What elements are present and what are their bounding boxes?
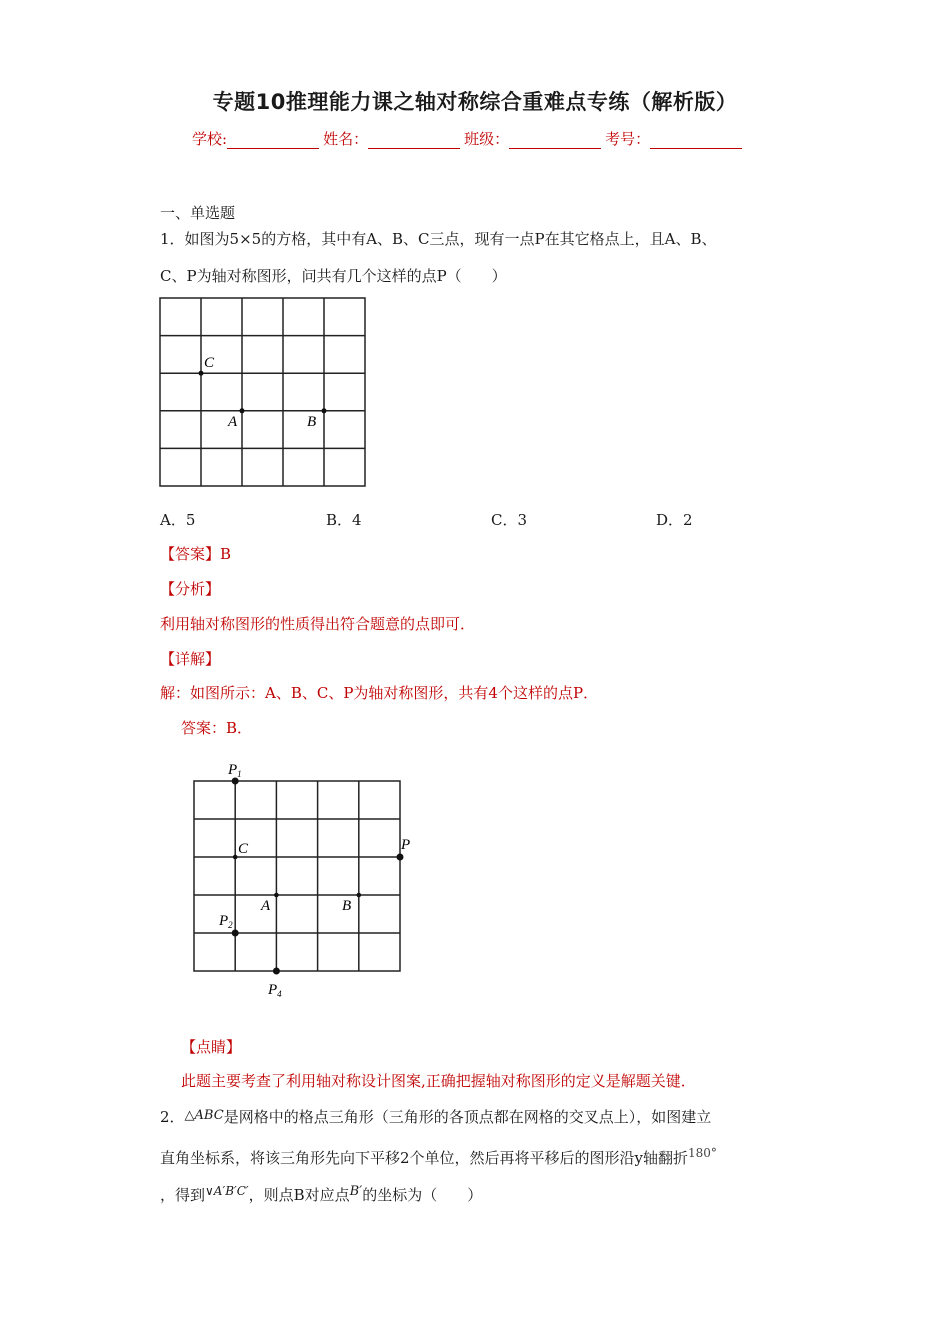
q1-solution-figure (185, 755, 425, 1005)
point-p (397, 854, 404, 861)
name-blank (368, 134, 460, 149)
option-d[interactable]: D．2 (656, 511, 693, 529)
page-title: 专题10推理能力课之轴对称综合重难点专练（解析版） (212, 90, 738, 114)
q2-line3-pre: ，得到 (160, 1186, 206, 1204)
detail-answer: 答案：B． (181, 719, 253, 737)
student-info-line (192, 128, 746, 149)
detail-heading: 【详解】 (160, 650, 221, 668)
q2-line3-post: 的坐标为（ ） (362, 1186, 483, 1204)
exam-no-blank (650, 134, 742, 149)
label-c: C (204, 355, 215, 371)
option-b[interactable]: B．4 (326, 511, 362, 529)
point-a2 (274, 893, 279, 898)
point-a (240, 408, 245, 413)
q2-triangle-abc: △ABC (184, 1108, 224, 1123)
comment-text: 此题主要考查了利用轴对称设计图案,正确把握轴对称图形的定义是解题关键． (181, 1072, 696, 1090)
name-label: 姓名： (323, 130, 369, 148)
option-c[interactable]: C．3 (491, 511, 528, 529)
analysis-text: 利用轴对称图形的性质得出符合题意的点即可． (160, 615, 476, 633)
q2-stem-line2 (160, 1143, 717, 1168)
label-b: B (307, 414, 317, 430)
q1-grid-figure (150, 290, 380, 500)
answer-line: 【答案】B (160, 545, 232, 563)
label-b2: B (342, 898, 352, 914)
school-label: 学校: (192, 130, 228, 148)
label-p2: $P_2$ (219, 913, 233, 930)
class-label: 班级： (464, 130, 510, 148)
grid2-border (194, 781, 400, 971)
analysis-heading: 【分析】 (160, 580, 221, 598)
label-p4: $P_4$ (268, 982, 282, 999)
q2-stem-line1 (160, 1106, 711, 1127)
point-c (199, 371, 204, 376)
q2-triangle-abc-prime: ∨A′B′C′ (205, 1184, 249, 1198)
q2-point-b-prime: B′ (349, 1184, 363, 1199)
label-a: A (228, 414, 238, 430)
option-a[interactable]: A．5 (160, 511, 196, 529)
label-a2: A (261, 898, 271, 914)
point-c2 (233, 855, 238, 860)
label-p: P (401, 837, 411, 853)
section-heading: 一、单选题 (160, 204, 236, 222)
q2-stem-line3 (160, 1181, 482, 1205)
point-p2 (232, 930, 239, 937)
q1-stem-line1: 1．如图为5×5的方格，其中有A、B、C三点，现有一点P在其它格点上，且A、B、 (160, 230, 717, 248)
point-p4 (273, 968, 280, 975)
label-p1: $P_1$ (228, 762, 242, 779)
q2-line3-mid: ，则点B对应点 (248, 1186, 350, 1204)
grid-border (160, 298, 365, 486)
label-c2: C (238, 841, 249, 857)
q2-line1-text: 是网格中的格点三角形（三角形的各顶点都在网格的交叉点上），如图建立 (223, 1108, 712, 1126)
exam-no-label: 考号： (605, 130, 651, 148)
q2-number: 2． (160, 1108, 185, 1126)
comment-heading: 【点睛】 (181, 1038, 242, 1056)
point-b (322, 408, 327, 413)
point-b2 (357, 893, 362, 898)
class-blank (509, 134, 601, 149)
q2-line2-text: 直角坐标系，将该三角形先向下平移2个单位，然后再将平移后的图形沿y轴翻折 (160, 1149, 689, 1167)
detail-text: 解：如图所示：A、B、C、P为轴对称图形，共有4个这样的点P． (160, 684, 599, 702)
q2-angle: 180° (688, 1146, 717, 1160)
q1-stem-line2: C、P为轴对称图形，问共有几个这样的点P（ ） (160, 267, 507, 285)
school-blank (227, 134, 319, 149)
